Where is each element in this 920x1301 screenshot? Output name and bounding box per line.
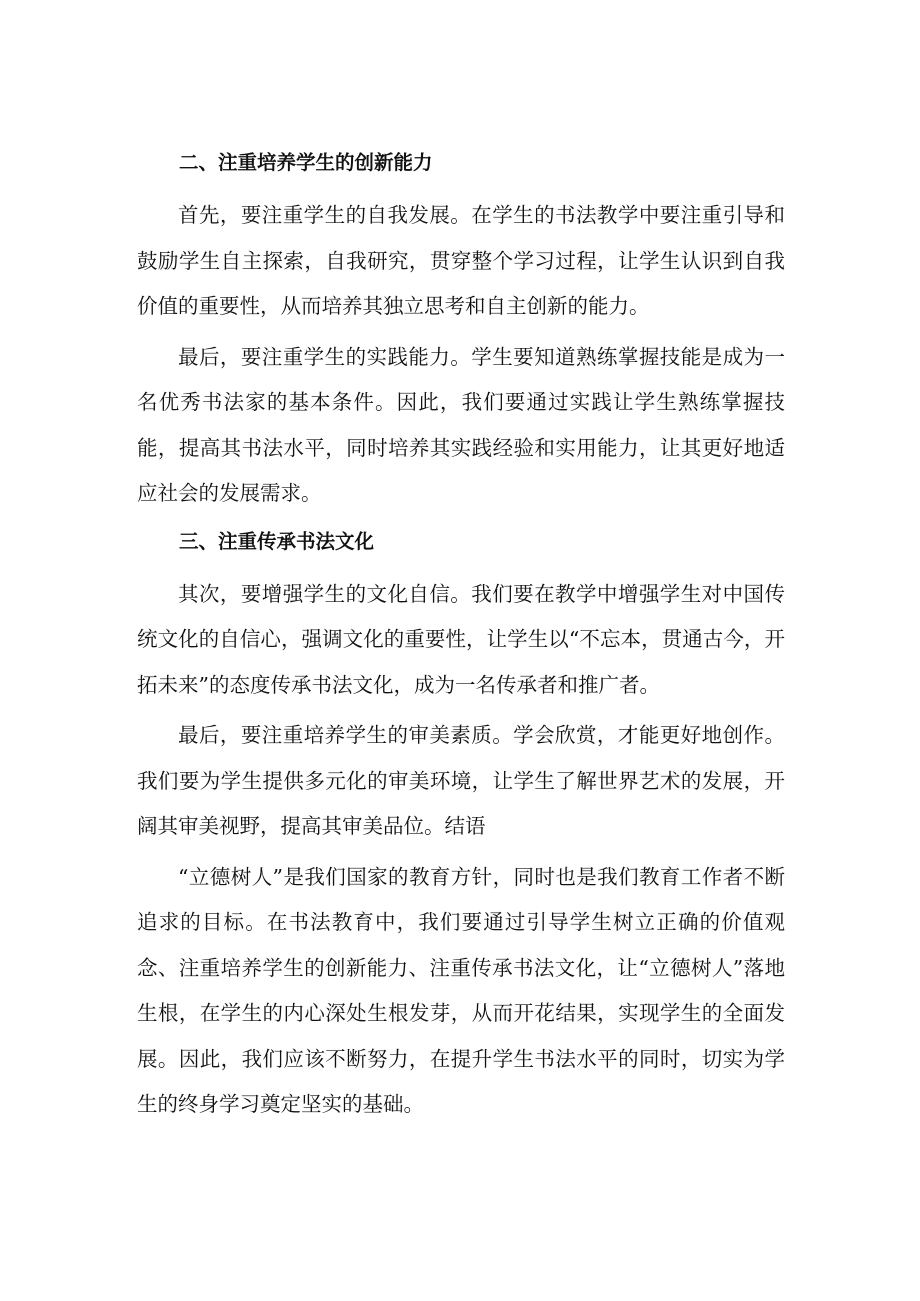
paragraph-self-development: 首先，要注重学生的自我发展。在学生的书法教学中要注重引导和鼓励学生自主探索，自我研究，贯穿整个学习过程，让学生认识到自我价值的重要性，从而培养其独立思考和自主创新的能力。 — [137, 203, 785, 318]
section-heading-innovation: 二、注重培养学生的创新能力 — [179, 151, 433, 174]
paragraph-aesthetic-quality: 最后，要注重培养学生的审美素质。学会欣赏，才能更好地创作。我们要为学生提供多元化的审美环境，让学生了解世界艺术的发展，开阔其审美视野，提高其审美品位。结语 — [137, 723, 785, 838]
paragraph-cultural-confidence: 其次，要增强学生的文化自信。我们要在教学中增强学生对中国传统文化的自信心，强调文化的重要性，让学生以“不忘本，贯通古今，开拓未来”的态度传承书法文化，成为一名传承者和推广者。 — [137, 581, 785, 697]
paragraph-conclusion: “立德树人”是我们国家的教育方针，同时也是我们教育工作者不断追求的目标。在书法教育中，我们要通过引导学生树立正确的价值观念、注重培养学生的创新能力、注重传承书法文化，让“立德树人”落地生根，在学生的内心深处生根发芽，从而开花结果，实现学生的全面发展。因此，我们应该不断努力，在提升学生书法水平的同时，切实为学生的终身学习奠定坚实的基础。 — [137, 864, 785, 1116]
paragraph-practical-ability: 最后，要注重学生的实践能力。学生要知道熟练掌握技能是成为一名优秀书法家的基本条件。因此，我们要通过实践让学生熟练掌握技能，提高其书法水平，同时培养其实践经验和实用能力，让其更好地适应社会的发展需求。 — [137, 344, 785, 505]
document-body — [137, 143, 785, 1133]
section-heading-culture: 三、注重传承书法文化 — [179, 529, 375, 553]
